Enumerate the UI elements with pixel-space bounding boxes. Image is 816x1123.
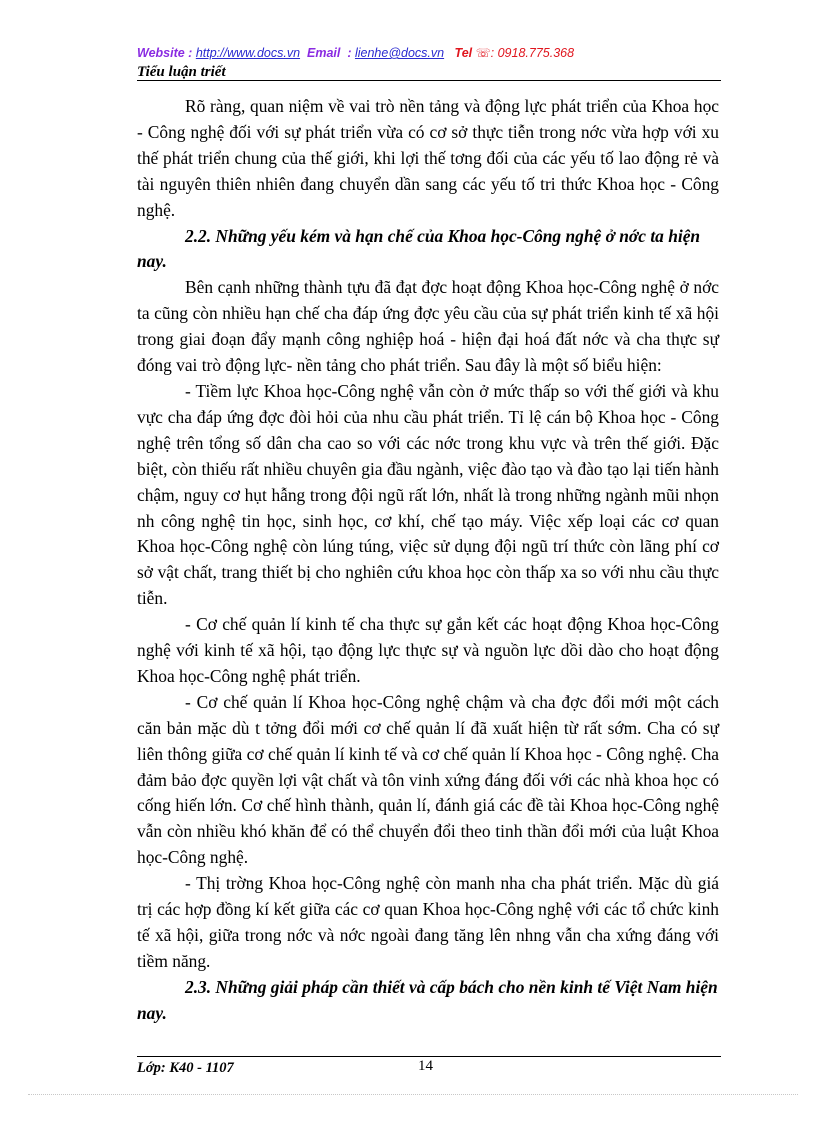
phone-icon: ☏ [475,46,491,60]
paragraph: - Thị trờng Khoa học-Công nghệ còn manh nha cha phát triển. Mặc dù giá trị các hợp đồng kí kết giữa các cơ quan Khoa học-Công nghệ với các tổ chức kinh tế xã hội, giữa trong nớc và nớc ngoài đang tăng lên nhng vẫn cha xứng đáng với tiềm năng. [137,873,719,971]
email-label: Email [307,46,341,60]
website-label: Website : [137,46,193,60]
page-edge-divider [28,1094,798,1095]
email-separator: : [347,46,352,60]
paragraph: - Cơ chế quản lí kinh tế cha thực sự gắn kết các hoạt động Khoa học-Công nghệ với kinh tế xã hội, tạo động lực thực sự và nguồn lực dồi dào cho hoạt động Khoa học-Công nghệ phát triển. [137,614,719,686]
header-divider [137,80,721,81]
paragraph: Rõ ràng, quan niệm về vai trò nền tảng và động lực phát triển của Khoa học - Công nghệ đối với sự phát triển vừa có cơ sở thực tiễn trong nớc vừa hợp với xu thế phát triển chung của thế giới, khi lợi thế tơng đối của các yếu tố lao động rẻ và tài nguyên thiên nhiên đang chuyển dần sang các yếu tố tri thức Khoa học - Công nghệ. [137,96,719,220]
paragraph: Bên cạnh những thành tựu đã đạt đợc hoạt động Khoa học-Công nghệ ở nớc ta cũng còn nhiều hạn chế cha đáp ứng đợc yêu cầu của sự phát triển kinh tế xã hội trong giai đoạn đẩy mạnh công nghiệp hoá - hiện đại hoá đất nớc và cha thực sự đóng vai trò động lực- nền tảng cho phát triển. Sau đây là một số biểu hiện: [137,277,719,376]
footer-class-label: Lớp: K40 - 1107 [137,1060,234,1076]
paragraph: - Cơ chế quản lí Khoa học-Công nghệ chậm và cha đợc đổi mới một cách căn bản mặc dù t tởng đổi mới cơ chế quản lí đã xuất hiện từ rất sớm. Cha có sự liên thông giữa cơ chế quản lí kinh tế và cơ chế quản lí Khoa học - Công nghệ. Cha đảm bảo đợc quyền lợi vật chất và tôn vinh xứng đáng đối với các nhà khoa học có cống hiến lớn. Cơ chế hình thành, quản lí, đánh giá các đề tài Khoa học-Công nghệ vẫn còn nhiều khó khăn để có thể chuyển đổi theo tinh thần đổi mới của luật Khoa học-Công nghệ. [137,691,719,868]
footer-divider [137,1056,721,1057]
tel-label: Tel [454,46,473,60]
section-heading: 2.2. Những yếu kém và hạn chế của Khoa học-Công nghệ ở nớc ta hiện nay. [137,225,701,272]
page-number: 14 [418,1058,433,1074]
section-heading: 2.3. Những giải pháp cần thiết và cấp bách cho nền kinh tế Việt Nam hiện nay. [137,976,718,1023]
tel-number: : 0918.775.368 [490,46,575,60]
email-link[interactable]: lienhe@docs.vn [354,46,445,60]
website-link[interactable]: http://www.docs.vn [195,46,301,60]
header-contact-line [137,46,574,60]
document-title: Tiểu luận triết [137,64,226,80]
document-body [137,94,719,1027]
paragraph: - Tiềm lực Khoa học-Công nghệ vẫn còn ở mức thấp so với thế giới và khu vực cha đáp ứng đợc đòi hỏi của nhu cầu phát triển. Tỉ lệ cán bộ Khoa học - Công nghệ trên tổng số dân cha cao so với các nớc trong khu vực và trên thế giới. Đặc biệt, còn thiếu rất nhiều chuyên gia đầu ngành, việc đào tạo và đào tạo lại tiến hành chậm, nguy cơ hụt hẫng trong đội ngũ rất lớn, nhất là trong những ngành mũi nhọn nh công nghệ tin học, sinh học, cơ khí, chế tạo máy. Việc xếp loại các cơ quan Khoa học-Công nghệ còn lúng túng, việc sử dụng đội ngũ trí thức còn lãng phí cơ sở vật chất, trang thiết bị cho nghiên cứu khoa học còn thấp xa so với nhu cầu thực tiễn. [137,380,719,609]
